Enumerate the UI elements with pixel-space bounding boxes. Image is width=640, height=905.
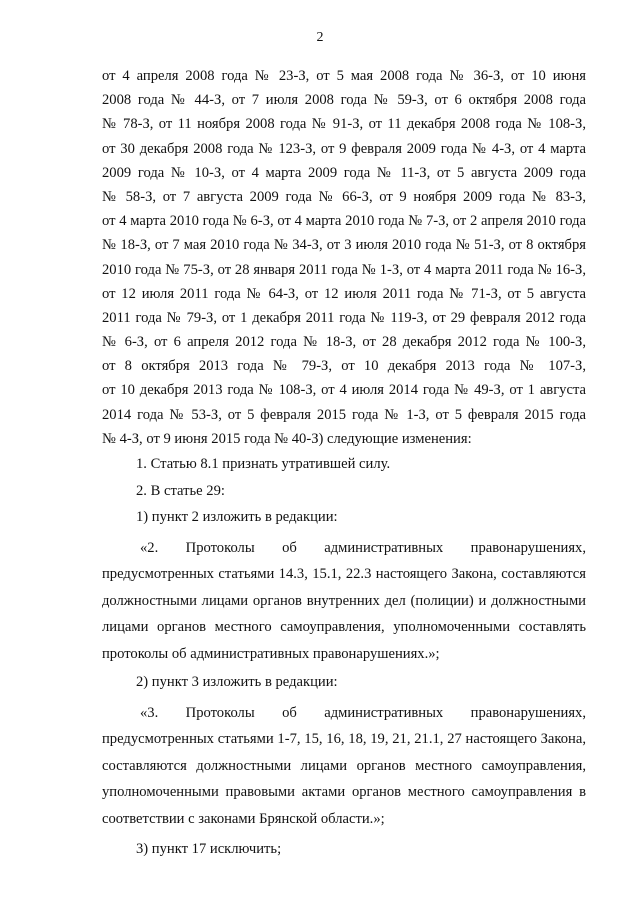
- text-line: 2014 года № 53-З, от 5 февраля 2015 года № 1-З, от 5 февраля 2015 года: [102, 406, 586, 423]
- text-line: от 4 марта 2010 года № 6-З, от 4 марта 2010 года № 7-З, от 2 апреля 2010 года: [102, 213, 586, 230]
- text-line: от 8 октября 2013 года № 79-З, от 10 декабря 2013 года № 107-З,: [102, 358, 586, 375]
- text-line: № 58-З, от 7 августа 2009 года № 66-З, от 9 ноября 2009 года № 83-З,: [102, 188, 586, 205]
- quoted-point-2: [102, 535, 586, 668]
- text-line: 2011 года № 79-З, от 1 декабря 2011 года № 119-З, от 29 февраля 2012 года: [102, 309, 586, 326]
- text-line: 2009 года № 10-З, от 4 марта 2009 года № 11-З, от 5 августа 2009 года: [102, 164, 586, 181]
- item-1-paragraph: 1. Статью 8.1 признать утратившей силу.: [136, 456, 391, 472]
- text-line: «3. Протоколы об административных правонарушениях,: [140, 704, 586, 721]
- text-line: от 12 июля 2011 года № 64-З, от 12 июля 2011 года № 71-З, от 5 августа: [102, 285, 586, 302]
- document-body: [102, 64, 586, 863]
- page-number: 2: [316, 30, 324, 45]
- item-2-paragraph: 2. В статье 29:: [136, 482, 225, 499]
- text-line: от 30 декабря 2008 года № 123-З, от 9 февраля 2009 года № 4-З, от 4 марта: [102, 140, 586, 157]
- text-line: предусмотренных статьями 14.3, 15.1, 22.3 настоящего Закона, составляются: [102, 566, 586, 582]
- text-line: № 18-З, от 7 мая 2010 года № 34-З, от 3 июля 2010 года № 51-З, от 8 октября: [102, 237, 586, 254]
- text-line: составляются должностными лицами органов местного самоуправления,: [102, 757, 586, 774]
- text-line: № 4-З, от 9 июня 2015 года № 40-З) следующие изменения:: [102, 430, 472, 447]
- quoted-point-3: [102, 700, 586, 833]
- subitem-2-paragraph: 2) пункт 3 изложить в редакции:: [136, 674, 338, 690]
- text-line: предусмотренных статьями 1-7, 15, 16, 18, 19, 21, 21.1, 27 настоящего Закона,: [102, 731, 586, 747]
- text-line: должностными лицами органов внутренних дел (полиции) и должностными: [102, 592, 586, 609]
- text-line: № 6-З, от 6 апреля 2012 года № 18-З, от 28 декабря 2012 года № 100-З,: [102, 334, 586, 351]
- text-line: 2010 года № 75-З, от 28 января 2011 года № 1-З, от 4 марта 2011 года № 16-З,: [102, 261, 586, 278]
- text-line: уполномоченными правовыми актами органов местного самоуправления в: [102, 784, 586, 800]
- text-line: от 4 апреля 2008 года № 23-З, от 5 мая 2008 года № 36-З, от 10 июня: [102, 68, 586, 84]
- text-line: от 10 декабря 2013 года № 108-З, от 4 июля 2014 года № 49-З, от 1 августа: [102, 382, 586, 399]
- text-line: протоколы об административных правонарушениях.»;: [102, 645, 440, 662]
- text-line: «2. Протоколы об административных правонарушениях,: [140, 539, 586, 556]
- amendments-list-paragraph: [102, 64, 586, 451]
- text-line: 2008 года № 44-З, от 7 июля 2008 года № 59-З, от 6 октября 2008 года: [102, 92, 586, 109]
- text-line: № 78-З, от 11 ноября 2008 года № 91-З, от 11 декабря 2008 года № 108-З,: [102, 116, 586, 133]
- text-line: лицами органов местного самоуправления, уполномоченными составлять: [102, 619, 586, 635]
- text-line: соответствии с законами Брянской области.»;: [102, 810, 385, 827]
- subitem-3-paragraph: 3) пункт 17 исключить;: [136, 841, 282, 857]
- subitem-1-paragraph: 1) пункт 2 изложить в редакции:: [136, 509, 338, 525]
